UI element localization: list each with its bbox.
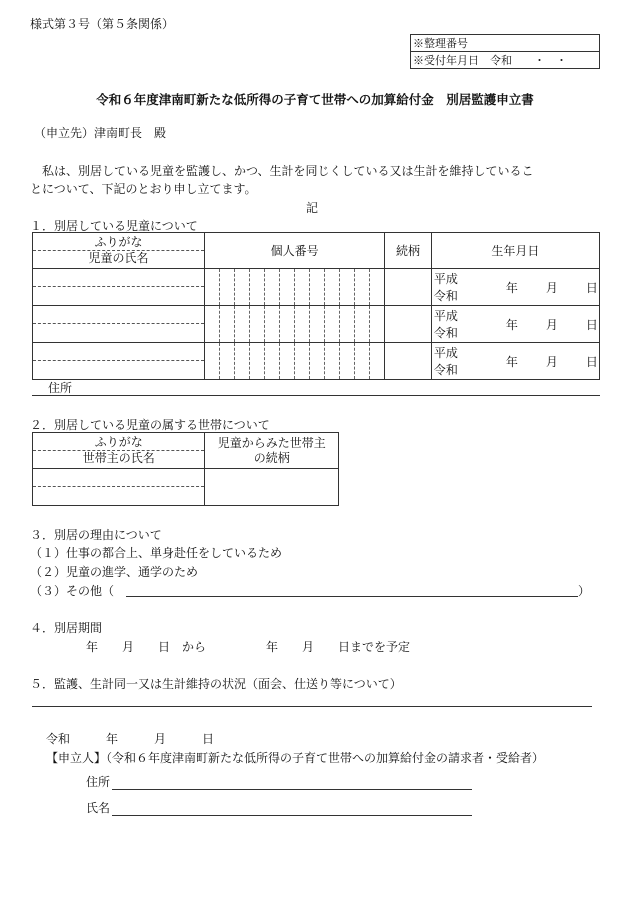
householder-name-field[interactable] <box>33 487 204 505</box>
child-furigana-field[interactable] <box>33 269 204 287</box>
applicant-address-label: 住所 <box>86 775 111 789</box>
child-address-line[interactable] <box>32 395 600 396</box>
ki-label: 記 <box>306 201 319 215</box>
householder-name-header-cell <box>33 433 205 469</box>
reason-option-3-close: ） <box>578 584 591 598</box>
householder-furigana-field[interactable] <box>33 469 204 487</box>
child-address-label: 住所 <box>48 381 73 395</box>
reason-option-3[interactable]: （３）その他（ <box>30 584 115 598</box>
intro-line-1: 私は、別居している児童を監護し、かつ、生計を同じくしている又は生計を維持しているこ <box>30 164 534 178</box>
child-row <box>33 269 600 306</box>
child-name-field[interactable] <box>33 361 204 379</box>
householder-row <box>33 469 339 506</box>
separation-period[interactable]: 年 月 日 から 年 月 日までを予定 <box>86 640 411 654</box>
personal-number-cell[interactable] <box>205 306 385 343</box>
addressee: （申立先）津南町長 殿 <box>34 126 167 140</box>
registry-received-label: ※受付年月日 令和 ・ ・ <box>411 52 600 69</box>
child-name-field[interactable] <box>33 287 204 305</box>
reason-other-line[interactable] <box>126 596 578 597</box>
relation-cell[interactable] <box>385 269 432 306</box>
householder-relation-header-cell <box>205 433 339 469</box>
child-name-header-cell <box>33 233 205 269</box>
month-label: 月 <box>545 318 558 332</box>
situation-line[interactable] <box>32 706 592 707</box>
applicant-address-line[interactable] <box>112 789 472 790</box>
personal-number-digits[interactable] <box>205 269 384 305</box>
month-label: 月 <box>545 355 558 369</box>
child-row <box>33 306 600 343</box>
child-name-cell[interactable] <box>33 306 205 343</box>
era-heisei: 平成 <box>433 346 458 360</box>
relation-cell[interactable] <box>385 343 432 380</box>
era-heisei: 平成 <box>433 272 458 286</box>
personal-number-cell[interactable] <box>205 269 385 306</box>
day-label: 日 <box>585 281 598 295</box>
page-title: 令和６年度津南町新たな低所得の子育て世帯への加算給付金 別居監護申立書 <box>96 92 534 107</box>
personal-number-header: 個人番号 <box>205 233 385 269</box>
child-name-cell[interactable] <box>33 343 205 380</box>
child-name-header: 児童の氏名 <box>88 251 149 265</box>
era-reiwa: 令和 <box>433 363 458 377</box>
section2-heading: ２．別居している児童の属する世帯について <box>30 418 270 432</box>
household-table <box>32 432 339 506</box>
child-furigana-field[interactable] <box>33 306 204 324</box>
applicant-heading: 【申立人】（令和６年度津南町新たな低所得の子育て世帯への加算給付金の請求者・受給者） <box>46 751 545 765</box>
section4-heading: ４．別居期間 <box>30 621 103 635</box>
personal-number-cell[interactable] <box>205 343 385 380</box>
section1-heading: １．別居している児童について <box>30 219 198 233</box>
child-furigana-header: ふりがな <box>33 235 204 251</box>
householder-name-cell[interactable] <box>33 469 205 506</box>
child-name-cell[interactable] <box>33 269 205 306</box>
day-label: 日 <box>585 318 598 332</box>
personal-number-digits[interactable] <box>205 306 384 342</box>
personal-number-digits[interactable] <box>205 343 384 379</box>
children-table <box>32 232 600 380</box>
registry-box <box>410 34 600 69</box>
child-furigana-field[interactable] <box>33 343 204 361</box>
month-label: 月 <box>545 281 558 295</box>
era-heisei: 平成 <box>433 309 458 323</box>
householder-furigana-header: ふりがな <box>33 435 204 451</box>
householder-relation-cell[interactable] <box>205 469 339 506</box>
relation-header: 続柄 <box>385 233 432 269</box>
relation-cell[interactable] <box>385 306 432 343</box>
birthdate-cell[interactable] <box>431 269 599 306</box>
applicant-name-label: 氏名 <box>86 801 111 815</box>
registry-number-label: ※整理番号 <box>411 35 600 52</box>
householder-relation-header-l2: の続柄 <box>253 450 290 465</box>
reason-option-1[interactable]: （１）仕事の都合上、単身赴任をしているため <box>30 546 283 560</box>
child-name-field[interactable] <box>33 324 204 342</box>
section5-heading: ５．監護、生計同一又は生計維持の状況（面会、仕送り等について） <box>30 677 402 691</box>
year-label: 年 <box>505 281 518 295</box>
reason-option-2[interactable]: （２）児童の進学、通学のため <box>30 565 199 579</box>
householder-relation-header-l1: 児童からみた世帯主 <box>217 435 326 450</box>
era-reiwa: 令和 <box>433 326 458 340</box>
birthdate-header: 生年月日 <box>431 233 599 269</box>
applicant-name-line[interactable] <box>112 815 472 816</box>
era-reiwa: 令和 <box>433 289 458 303</box>
birthdate-cell[interactable] <box>431 306 599 343</box>
section3-heading: ３．別居の理由について <box>30 528 162 542</box>
year-label: 年 <box>505 355 518 369</box>
householder-name-header: 世帯主の氏名 <box>82 451 155 465</box>
year-label: 年 <box>505 318 518 332</box>
submission-date[interactable]: 令和 年 月 日 <box>46 732 215 746</box>
birthdate-cell[interactable] <box>431 343 599 380</box>
child-row <box>33 343 600 380</box>
form-number: 様式第３号（第５条関係） <box>30 17 175 31</box>
intro-line-2: とについて、下記のとおり申し立てます。 <box>30 182 257 196</box>
day-label: 日 <box>585 355 598 369</box>
